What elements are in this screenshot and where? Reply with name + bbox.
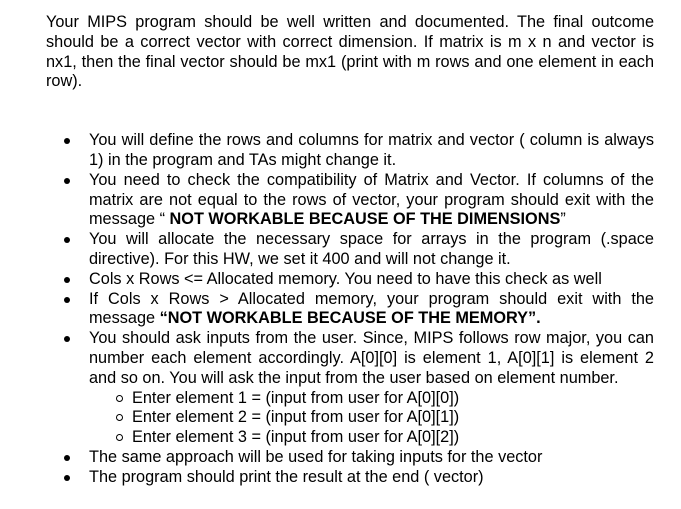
sub-item-element-1: Enter element 1 = (input from user for A[0][0]) xyxy=(89,389,654,409)
bullet-text: You will allocate the necessary space for arrays in the program (.space directive). For this HW, we set it 400 and will not change it. xyxy=(89,230,654,268)
intro-paragraph: Your MIPS program should be well written and documented. The final outcome should be a correct vector with correct dimension. If matrix is m x n and vector is nx1, then the final vector should be mx1 (print with m rows and one element in each row). xyxy=(46,13,654,91)
document-body xyxy=(46,13,654,488)
bullet-text: Cols x Rows <= Allocated memory. You need to have this check as well xyxy=(89,269,602,288)
bullet-text: You need to check the compatibility of Matrix and Vector. If columns of the matrix are not equal to the rows of vector, your program should exit with the message “ xyxy=(89,170,654,229)
bullet-tail: ” xyxy=(560,210,566,229)
bullet-item-memory-exit xyxy=(46,290,654,330)
bullet-item-print-result xyxy=(46,468,654,488)
bullet-item-compatibility-check xyxy=(46,171,654,230)
bullet-text: The same approach will be used for taking inputs for the vector xyxy=(89,447,543,466)
bullet-bold-message: NOT WORKABLE BECAUSE OF THE DIMENSIONS xyxy=(169,210,561,229)
bullet-item-define-dimensions xyxy=(46,131,654,171)
bullet-text: You should ask inputs from the user. Since, MIPS follows row major, you can number each element accordingly. A[0][0] is element 1, A[0][1] is element 2 and so on. You will ask the input from the user based on element number. xyxy=(89,329,654,387)
bullet-text: If Cols x Rows > Allocated memory, your program should exit with the message xyxy=(89,289,654,328)
bullet-text: The program should print the result at the end ( vector) xyxy=(89,467,484,486)
paragraph-spacer xyxy=(46,92,654,131)
bullet-text: You will define the rows and columns for matrix and vector ( column is always 1) in the program and TAs might change it. xyxy=(89,131,654,169)
sub-item-element-3: Enter element 3 = (input from user for A[0][2]) xyxy=(89,428,654,448)
requirements-list xyxy=(46,131,654,487)
bullet-bold-message: “NOT WORKABLE BECAUSE OF THE MEMORY”. xyxy=(159,309,541,328)
bullet-item-vector-inputs xyxy=(46,448,654,468)
bullet-item-memory-check xyxy=(46,270,654,290)
bullet-item-allocate-space xyxy=(46,230,654,270)
sub-item-element-2: Enter element 2 = (input from user for A[0][1]) xyxy=(89,408,654,428)
bullet-item-user-inputs xyxy=(46,329,654,448)
input-prompt-list xyxy=(89,389,654,448)
